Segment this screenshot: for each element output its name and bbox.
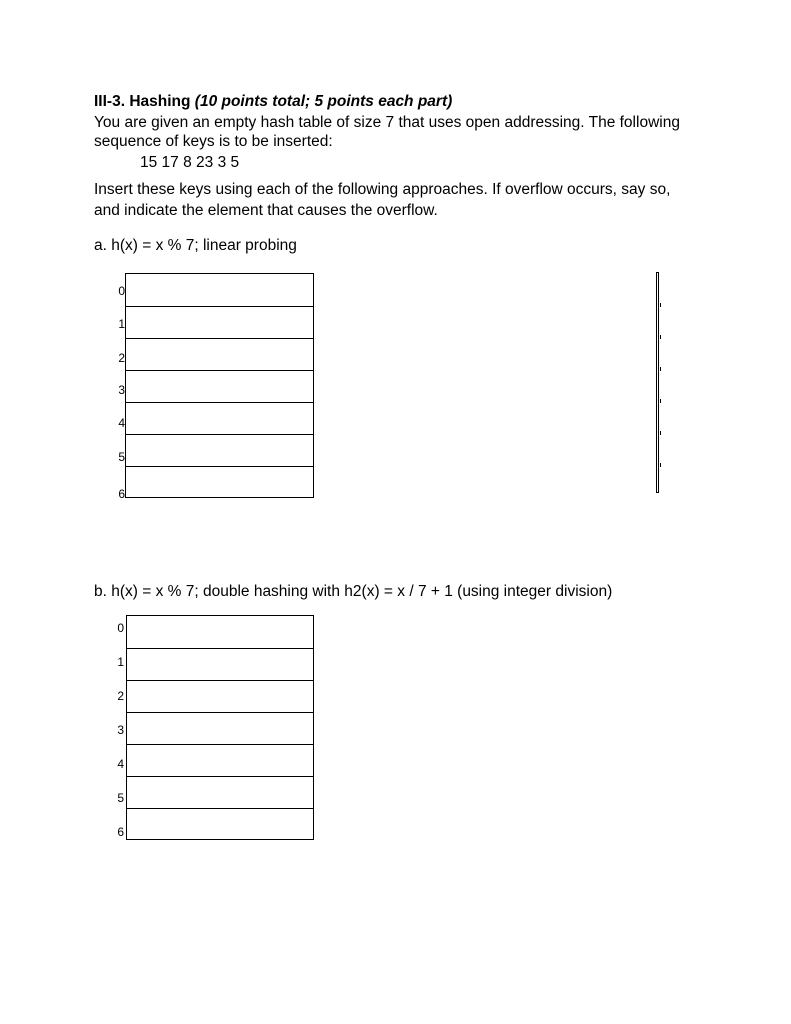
table-row[interactable]: [126, 370, 313, 402]
question-points: (10 points total; 5 points each part): [194, 93, 453, 110]
table-row[interactable]: [127, 776, 313, 808]
slot-index: 3: [117, 723, 124, 737]
table-row[interactable]: [127, 744, 313, 776]
part-b-prompt: b. h(x) = x % 7; double hashing with h2(x) = x / 7 + 1 (using integer division): [94, 583, 613, 600]
table-row[interactable]: [126, 402, 313, 434]
slot-index: 4: [117, 757, 124, 771]
table-row[interactable]: [126, 338, 313, 370]
key-sequence: 15 17 8 23 3 5: [140, 154, 240, 171]
slot-index: 1: [117, 655, 124, 669]
table-row[interactable]: [127, 648, 313, 680]
slot-index: 2: [117, 689, 124, 703]
part-a-prompt: a. h(x) = x % 7; linear probing: [94, 237, 297, 254]
slot-index: 0: [118, 284, 125, 298]
slot-index: 3: [118, 383, 125, 397]
table-row[interactable]: [126, 274, 313, 306]
question-heading: [94, 93, 452, 111]
narrow-column-table: [656, 272, 659, 493]
table-row[interactable]: [126, 466, 313, 497]
slot-index: 4: [118, 416, 125, 430]
intro-line-1: You are given an empty hash table of size 7 that uses open addressing. The following: [94, 114, 680, 131]
table-row[interactable]: [127, 712, 313, 744]
table-row[interactable]: [127, 680, 313, 712]
slot-index: 5: [117, 791, 124, 805]
slot-index: 6: [117, 825, 124, 839]
question-label: III-3. Hashing: [94, 93, 191, 110]
table-row[interactable]: [126, 434, 313, 466]
slot-index: 2: [118, 351, 125, 365]
table-row[interactable]: [127, 616, 313, 648]
table-row[interactable]: [127, 808, 313, 839]
instructions-line-2: and indicate the element that causes the overflow.: [94, 202, 438, 219]
slot-index: 5: [118, 450, 125, 464]
slot-index: 0: [117, 621, 124, 635]
intro-line-2: sequence of keys is to be inserted:: [94, 133, 333, 150]
slot-index: 6: [118, 487, 125, 501]
instructions-line-1: Insert these keys using each of the following approaches. If overflow occurs, say so,: [94, 181, 671, 198]
table-row[interactable]: [126, 306, 313, 338]
slot-index: 1: [118, 317, 125, 331]
